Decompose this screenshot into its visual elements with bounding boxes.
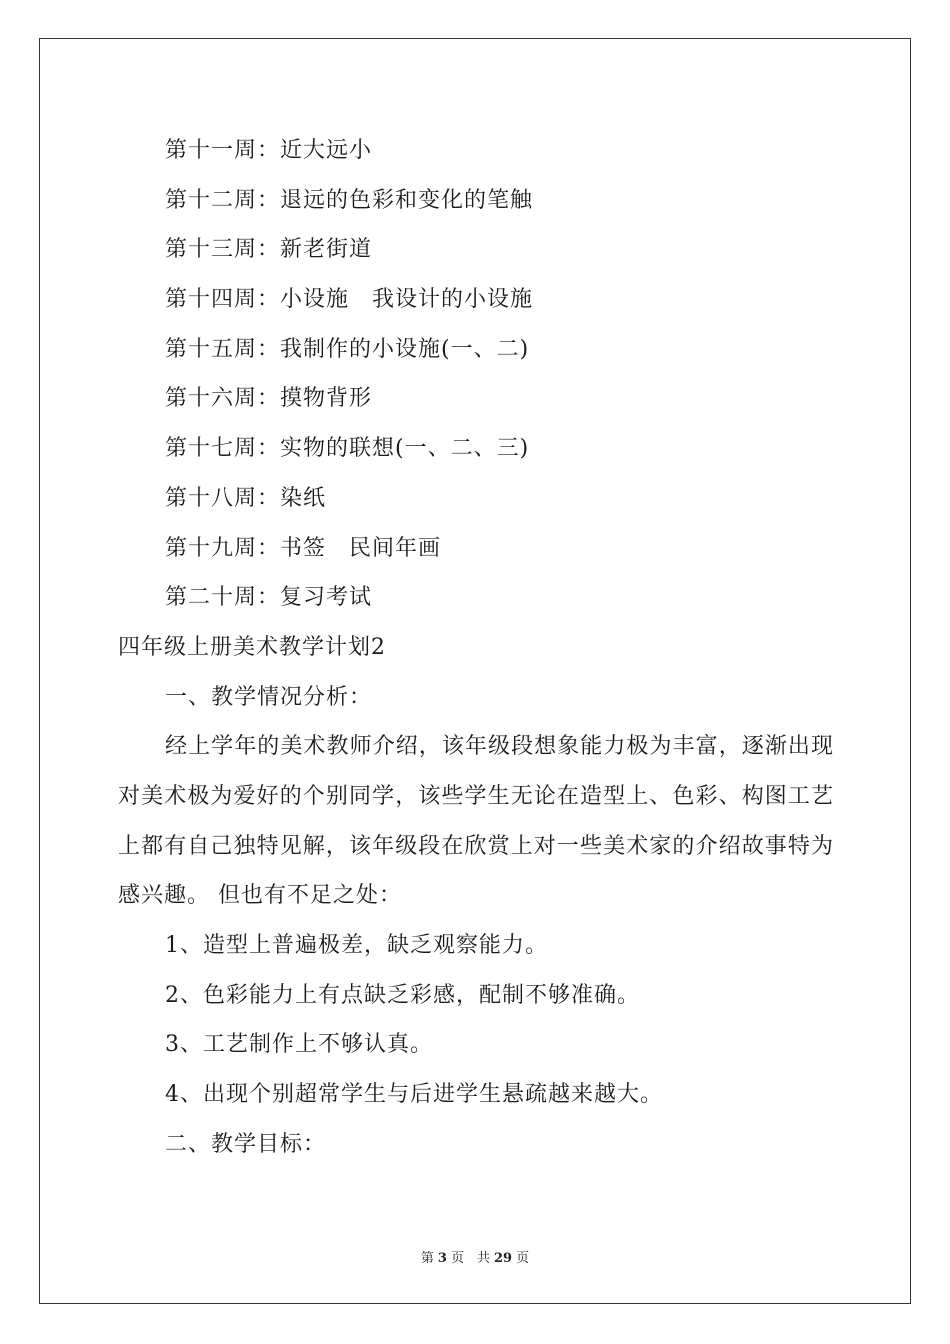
schedule-line: 第二十周：复习考试: [165, 585, 373, 611]
heading-analysis: 一、教学情况分析：: [165, 684, 373, 710]
list-item: 3、工艺制作上不够认真。: [165, 1032, 433, 1058]
schedule-line: 第十八周：染纸: [165, 485, 327, 511]
document-body: [118, 126, 838, 1170]
page-footer: [0, 1247, 950, 1266]
list-item: 2、色彩能力上有点缺乏彩感，配制不够准确。: [165, 982, 640, 1008]
section-title: 四年级上册美术教学计划2: [118, 634, 386, 660]
schedule-line: 第十九周：书签 民间年画: [165, 535, 442, 561]
schedule-line: 第十七周：实物的联想(一、二、三): [165, 436, 530, 462]
footer-suffix: 页: [516, 1251, 530, 1266]
footer-page-number: 3: [437, 1251, 447, 1266]
list-item: 1、造型上普遍极差，缺乏观察能力。: [165, 933, 548, 959]
heading-goals: 二、教学目标：: [165, 1131, 327, 1157]
footer-mid: 页 共: [450, 1251, 490, 1266]
footer-total-pages: 29: [493, 1251, 513, 1266]
schedule-line: 第十一周：近大远小: [165, 138, 373, 163]
schedule-line: 第十二周：退远的色彩和变化的笔触: [165, 187, 534, 213]
list-item: 4、出现个别超常学生与后进学生悬疏越来越大。: [165, 1082, 663, 1108]
schedule-line: 第十六周：摸物背形: [165, 386, 373, 412]
schedule-line: 第十四周：小设施 我设计的小设施: [165, 287, 534, 313]
footer-prefix: 第: [420, 1251, 434, 1266]
schedule-line: 第十五周：我制作的小设施(一、二): [165, 336, 530, 362]
analysis-paragraph: 经上学年的美术教师介绍，该年级段想象能力极为丰富，逐渐出现对美术极为爱好的个别同学，该些学生无论在造型上、色彩、构图工艺上都有自己独特见解，该年级段在欣赏上对一些美术家的介绍故事特为感兴趣。 但也有不足之处：: [118, 734, 834, 909]
schedule-line: 第十三周：新老街道: [165, 237, 373, 263]
